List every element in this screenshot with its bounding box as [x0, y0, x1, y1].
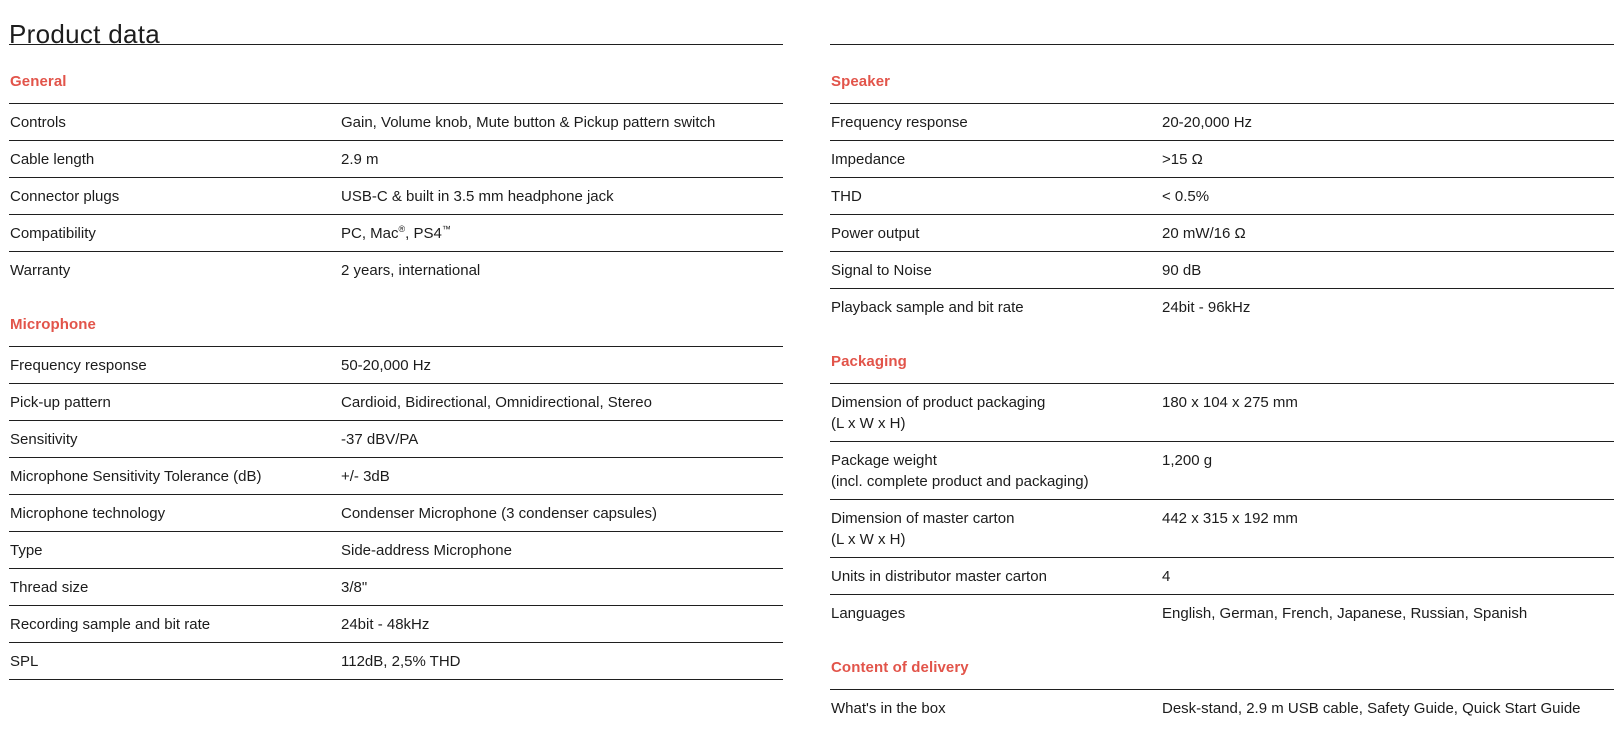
spec-value: 20-20,000 Hz	[1162, 114, 1253, 131]
spec-value: +/- 3dB	[341, 468, 390, 485]
spec-label-line1: Signal to Noise	[831, 262, 932, 279]
spec-label-line1: Microphone technology	[10, 505, 166, 522]
spec-section	[830, 325, 1614, 631]
spec-label-line1: Pick-up pattern	[10, 394, 111, 411]
spec-label-line1: Compatibility	[10, 225, 96, 242]
spec-row	[9, 384, 783, 421]
spec-label	[831, 508, 1162, 550]
spec-value: Condenser Microphone (3 condenser capsules)	[341, 505, 658, 522]
spec-value: English, German, French, Japanese, Russian, Spanish	[1162, 605, 1528, 622]
spec-value: 90 dB	[1162, 262, 1202, 279]
spec-label	[831, 698, 1162, 719]
spec-label	[10, 614, 341, 635]
section-heading: Microphone	[9, 288, 783, 347]
spec-value: 50-20,000 Hz	[341, 357, 432, 374]
spec-label	[10, 355, 341, 376]
spec-section	[9, 45, 783, 288]
spec-label	[831, 297, 1162, 318]
spec-row	[830, 252, 1614, 289]
spec-label	[10, 651, 341, 672]
spec-label	[10, 149, 341, 170]
spec-label	[831, 566, 1162, 587]
spec-row	[9, 569, 783, 606]
spec-value: 442 x 315 x 192 mm	[1162, 510, 1298, 527]
spec-value: USB-C & built in 3.5 mm headphone jack	[341, 188, 614, 205]
spec-value: < 0.5%	[1162, 188, 1210, 205]
spec-label-line1: Sensitivity	[10, 431, 78, 448]
spec-value: 2.9 m	[341, 151, 379, 168]
spec-value: 20 mW/16 Ω	[1162, 225, 1246, 242]
spec-value: 3/8"	[341, 579, 368, 596]
spec-value: Side-address Microphone	[341, 542, 512, 559]
spec-value: Desk-stand, 2.9 m USB cable, Safety Guide, Quick Start Guide	[1162, 700, 1581, 717]
spec-label	[10, 392, 341, 413]
spec-label-line1: Dimension of product packaging	[831, 394, 1046, 411]
spec-label-line1: What's in the box	[831, 700, 946, 717]
spec-label-line1: Type	[10, 542, 43, 559]
spec-column-right	[830, 44, 1614, 726]
section-heading: General	[9, 45, 783, 104]
spec-label-line2: (L x W x H)	[831, 531, 906, 548]
spec-label	[831, 223, 1162, 244]
spec-column-left	[9, 44, 783, 680]
spec-label-line1: Thread size	[10, 579, 89, 596]
spec-label-line1: Frequency response	[831, 114, 968, 131]
spec-label-line1: Connector plugs	[10, 188, 120, 205]
spec-row	[830, 384, 1614, 442]
spec-row	[9, 178, 783, 215]
spec-label	[10, 503, 341, 524]
spec-row	[9, 643, 783, 680]
spec-row	[9, 215, 783, 252]
spec-label	[10, 429, 341, 450]
spec-label	[831, 603, 1162, 624]
spec-label	[831, 149, 1162, 170]
spec-label-line1: Controls	[10, 114, 66, 131]
spec-row	[830, 104, 1614, 141]
spec-row	[9, 347, 783, 384]
spec-row	[830, 289, 1614, 325]
spec-label-line2: (L x W x H)	[831, 415, 906, 432]
spec-section	[9, 288, 783, 680]
spec-label-line1: Microphone Sensitivity Tolerance (dB)	[10, 468, 262, 485]
spec-label-line1: Impedance	[831, 151, 906, 168]
spec-label-line1: Warranty	[10, 262, 71, 279]
spec-row	[830, 178, 1614, 215]
spec-label	[831, 392, 1162, 434]
spec-label-line1: Units in distributor master carton	[831, 568, 1047, 585]
section-heading: Packaging	[830, 325, 1614, 384]
spec-value: 24bit - 96kHz	[1162, 299, 1251, 316]
spec-label-line1: Cable length	[10, 151, 95, 168]
spec-label	[10, 466, 341, 487]
spec-value: 2 years, international	[341, 262, 481, 279]
spec-row	[9, 421, 783, 458]
spec-label-line2: (incl. complete product and packaging)	[831, 473, 1089, 490]
spec-row	[9, 104, 783, 141]
spec-label	[10, 540, 341, 561]
spec-row	[830, 595, 1614, 631]
spec-value: 180 x 104 x 275 mm	[1162, 394, 1298, 411]
spec-row	[830, 442, 1614, 500]
spec-row	[830, 215, 1614, 252]
spec-section	[830, 631, 1614, 726]
spec-label-line1: Languages	[831, 605, 906, 622]
spec-label	[10, 112, 341, 133]
spec-label-line1: Frequency response	[10, 357, 147, 374]
spec-row	[830, 558, 1614, 595]
spec-label-line1: Package weight	[831, 452, 937, 469]
spec-label	[831, 260, 1162, 281]
spec-label	[10, 260, 341, 281]
spec-row	[830, 500, 1614, 558]
spec-value: Cardioid, Bidirectional, Omnidirectional, Stereo	[341, 394, 652, 411]
spec-row	[830, 141, 1614, 178]
spec-value: Gain, Volume knob, Mute button & Pickup pattern switch	[341, 114, 716, 131]
spec-label	[831, 450, 1162, 492]
spec-label	[10, 577, 341, 598]
spec-value: -37 dBV/PA	[341, 431, 419, 448]
spec-value: >15 Ω	[1162, 151, 1203, 168]
spec-value: PC, Mac®, PS4™	[341, 224, 451, 242]
spec-section	[830, 45, 1614, 325]
spec-label-line1: Recording sample and bit rate	[10, 616, 211, 633]
spec-label-line1: Dimension of master carton	[831, 510, 1015, 527]
spec-label	[831, 186, 1162, 207]
spec-row	[9, 495, 783, 532]
spec-label-line1: Playback sample and bit rate	[831, 299, 1024, 316]
spec-row	[830, 690, 1614, 726]
spec-label	[10, 186, 341, 207]
spec-row	[9, 458, 783, 495]
spec-label-line1: Power output	[831, 225, 920, 242]
spec-row	[9, 141, 783, 178]
spec-row	[9, 532, 783, 569]
spec-value: 1,200 g	[1162, 452, 1213, 469]
spec-row	[9, 252, 783, 288]
page-title: Product data	[9, 19, 161, 50]
spec-label	[831, 112, 1162, 133]
section-heading: Content of delivery	[830, 631, 1614, 690]
spec-label-line1: SPL	[10, 653, 39, 670]
spec-value: 24bit - 48kHz	[341, 616, 430, 633]
section-heading: Speaker	[830, 45, 1614, 104]
spec-label	[10, 223, 341, 244]
spec-value: 4	[1162, 568, 1171, 585]
spec-row	[9, 606, 783, 643]
spec-label-line1: THD	[831, 188, 862, 205]
spec-value: 112dB, 2,5% THD	[341, 653, 461, 670]
